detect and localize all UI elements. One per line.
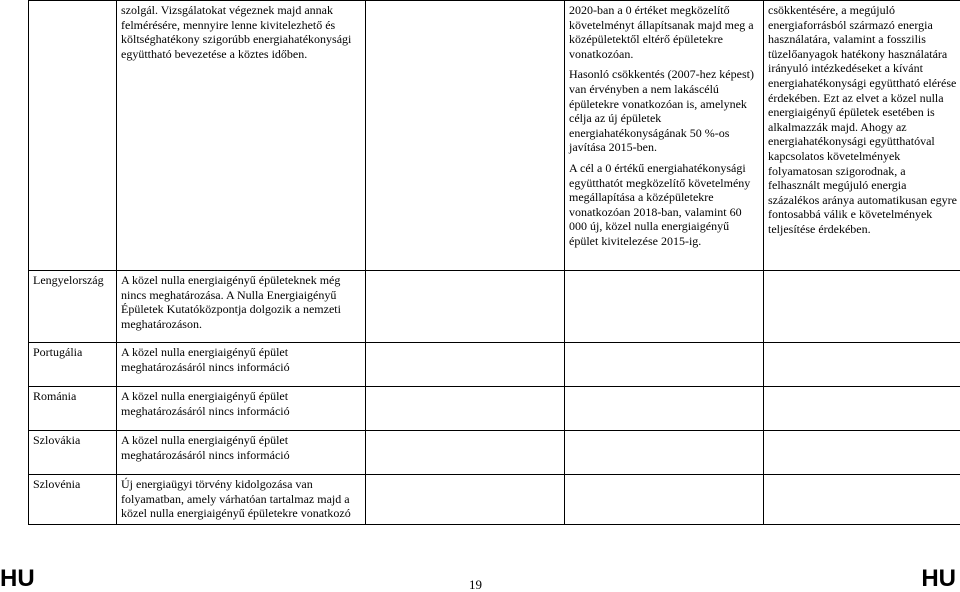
table-row	[29, 431, 960, 475]
description-cell: A közel nulla energiaigényű épület meghatározásáról nincs információ	[117, 343, 366, 387]
empty-cell	[565, 387, 764, 431]
description-cell: Új energiaügyi törvény kidolgozása van folyamatban, amely várhatóan tartalmaz majd a közel nulla energiaigényű épületekre vonatkozó	[117, 475, 366, 525]
empty-cell	[366, 387, 565, 431]
footer-language-code: HU	[921, 567, 956, 591]
empty-cell	[366, 343, 565, 387]
empty-cell	[565, 475, 764, 525]
page-number: 19	[469, 578, 482, 592]
empty-cell	[764, 387, 960, 431]
empty-cell	[366, 1, 565, 271]
empty-cell	[764, 475, 960, 525]
measures-cell: csökkentésére, a megújuló energiaforrásból származó energia használatára, valamint a fosszilis tüzelőanyagok hatékony használatára irányuló intézkedéseket a kívánt energiahatékonysági együttható elérése érdekében. Ezt az elvet a közel nulla energiaigényű épületek esetében is alkalmazzák majd. Ahogy az energiahatékonysági együtthatóval kapcsolatos követelmények folyamatosan szigorodnak, a felhasznált megújuló energia százalékos aránya automatikusan egyre fontosabbá válik e követelmények teljesítése érdekében.	[764, 1, 960, 271]
empty-cell	[565, 431, 764, 475]
country-cell: Portugália	[29, 343, 117, 387]
country-cell: Szlovénia	[29, 475, 117, 525]
country-cell	[29, 1, 117, 271]
empty-cell	[366, 431, 565, 475]
country-cell: Szlovákia	[29, 431, 117, 475]
empty-cell	[565, 343, 764, 387]
country-cell: Lengyelország	[29, 271, 117, 343]
description-cell: A közel nulla energiaigényű épület meghatározásáról nincs információ	[117, 431, 366, 475]
table-row	[29, 387, 960, 431]
paragraph: A cél a 0 értékű energiahatékonysági együtthatót megközelítő követelmény megállapítása a középületekre vonatkozóan 2018-ban, valamint 60 000 új, közel nulla energiaigényű épület kivitelezése 2015-ig.	[569, 161, 759, 249]
description-cell: szolgál. Vizsgálatokat végeznek majd annak felmérésére, mennyire lenne kivitelezhető és költséghatékony szigorúbb energiahatékonysági együttható bevezetése a köztes időben.	[117, 1, 366, 271]
empty-cell	[764, 271, 960, 343]
table-row	[29, 343, 960, 387]
target-cell	[565, 1, 764, 271]
table-row	[29, 1, 960, 271]
empty-cell	[565, 271, 764, 343]
document-table	[28, 0, 960, 525]
empty-cell	[764, 431, 960, 475]
empty-cell	[366, 271, 565, 343]
empty-cell	[764, 343, 960, 387]
country-cell: Románia	[29, 387, 117, 431]
paragraph: Hasonló csökkentés (2007-hez képest) van érvényben a nem lakáscélú épületekre vonatkozóan is, amelynek célja az új épületek energiahatékonyságának 50 %-os javítása 2015-ben.	[569, 67, 759, 155]
description-cell: A közel nulla energiaigényű épületeknek még nincs meghatározása. A Nulla Energiaigényű Épületek Kutatóközpontja dolgozik a nemzeti meghatározáson.	[117, 271, 366, 343]
description-cell: A közel nulla energiaigényű épület meghatározásáról nincs információ	[117, 387, 366, 431]
empty-cell	[366, 475, 565, 525]
table-row	[29, 271, 960, 343]
footer-language-code: HU	[0, 567, 35, 591]
paragraph: 2020-ban a 0 értéket megközelítő követelményt állapítsanak majd meg a középületektől eltérő épületekre vonatkozóan.	[569, 3, 759, 61]
table-row	[29, 475, 960, 525]
